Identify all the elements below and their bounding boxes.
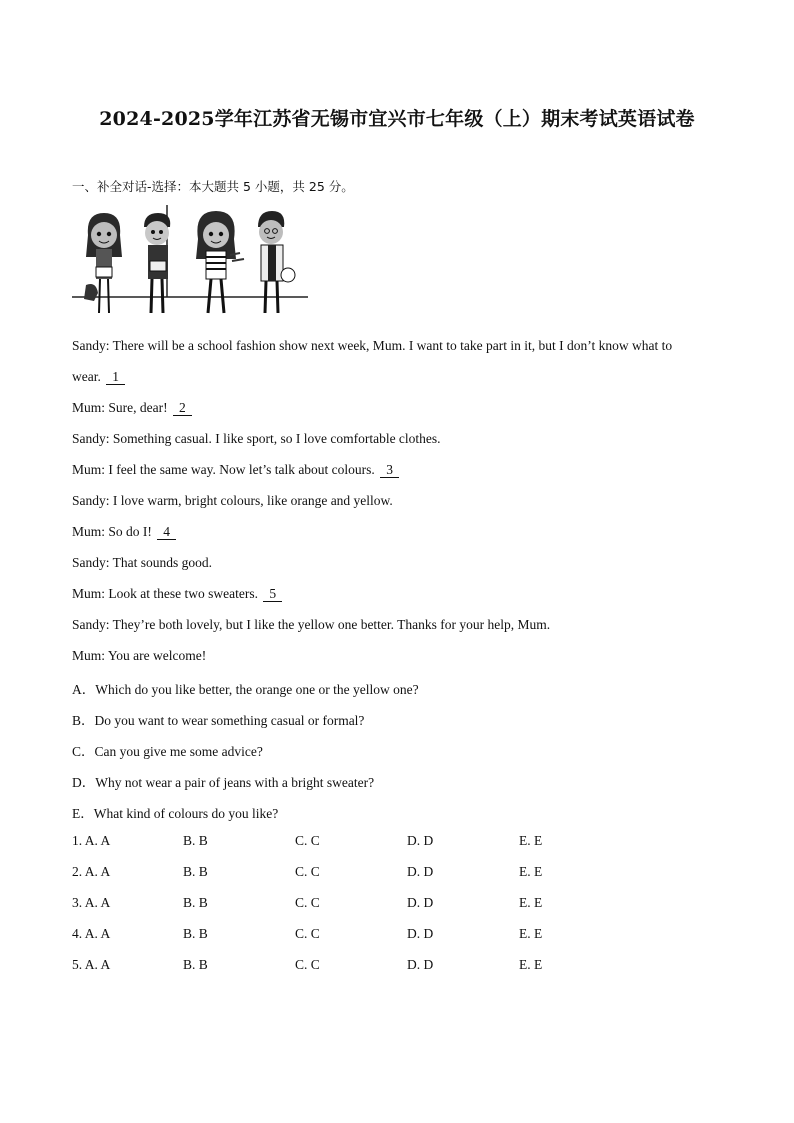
blank-3: 3 [380,462,399,478]
choice-b[interactable]: B. B [183,833,208,848]
choice-a[interactable]: 2. A. A [72,864,111,879]
choice-d[interactable]: D. D [407,957,434,972]
option-list [72,674,419,829]
choice-e[interactable]: E. E [519,833,543,848]
dialog-line: Mum: Look at these two sweaters. 5 [72,578,722,609]
choice-e[interactable]: E. E [519,957,543,972]
choice-c[interactable]: C. C [295,926,320,941]
choice-e[interactable]: E. E [519,895,543,910]
option-e: E．What kind of colours do you like? [72,806,279,821]
choice-b[interactable]: B. B [183,926,208,941]
answer-row-4 [72,923,632,954]
choice-d[interactable]: D. D [407,864,434,879]
dialog-line: Sandy: I love warm, bright colours, like orange and yellow. [72,493,393,508]
student-girl-1-icon [84,213,122,313]
dialog-line: Mum: I feel the same way. Now let’s talk about colours. 3 [72,454,722,485]
choice-c[interactable]: C. C [295,895,320,910]
choice-e[interactable]: E. E [519,864,543,879]
option-d: D．Why not wear a pair of jeans with a bright sweater? [72,775,375,790]
blank-1: 1 [106,369,125,385]
blank-5: 5 [263,586,282,602]
dialog-line: Mum: Sure, dear! 2 [72,392,722,423]
student-boy-1-icon [144,213,170,313]
page-title: 2024-2025学年江苏省无锡市宜兴市七年级（上）期末考试英语试卷 [99,108,695,130]
choice-d[interactable]: D. D [407,895,434,910]
blank-4: 4 [157,524,176,540]
dialog-line: Sandy: They’re both lovely, but I like the yellow one better. Thanks for your help, Mum. [72,617,551,632]
answer-row-1 [72,830,632,861]
choice-d[interactable]: D. D [407,926,434,941]
choice-b[interactable]: B. B [183,957,208,972]
dialog-passage [72,330,722,671]
choice-a[interactable]: 4. A. A [72,926,111,941]
choice-a[interactable]: 1. A. A [72,833,111,848]
option-b: B．Do you want to wear something casual or formal? [72,713,365,728]
choice-a[interactable]: 5. A. A [72,957,111,972]
choice-b[interactable]: B. B [183,895,208,910]
dialog-line: Sandy: That sounds good. [72,555,213,570]
choice-c[interactable]: C. C [295,864,320,879]
choice-b[interactable]: B. B [183,864,208,879]
dialog-line: Sandy: Something casual. I like sport, so I love comfortable clothes. [72,431,441,446]
option-a: A．Which do you like better, the orange one or the yellow one? [72,682,419,697]
answer-choices [72,830,632,985]
answer-row-5 [72,954,632,985]
choice-a[interactable]: 3. A. A [72,895,111,910]
blank-2: 2 [173,400,192,416]
dialog-line: Mum: You are welcome! [72,648,207,663]
choice-d[interactable]: D. D [407,833,434,848]
option-c: C．Can you give me some advice? [72,744,263,759]
choice-c[interactable]: C. C [295,957,320,972]
dialog-line: Sandy: There will be a school fashion show next week, Mum. I want to take part in it, but I don’t know what to [72,338,673,353]
dialog-line: Mum: So do I! 4 [72,516,722,547]
answer-row-3 [72,892,632,923]
section-heading: 一、补全对话-选择：本大题共 5 小题，共 25 分。 [72,179,354,194]
dialog-line: wear. 1 [72,361,722,392]
choice-e[interactable]: E. E [519,926,543,941]
answer-row-2 [72,861,632,892]
choice-c[interactable]: C. C [295,833,320,848]
four-students-illustration [72,205,308,323]
